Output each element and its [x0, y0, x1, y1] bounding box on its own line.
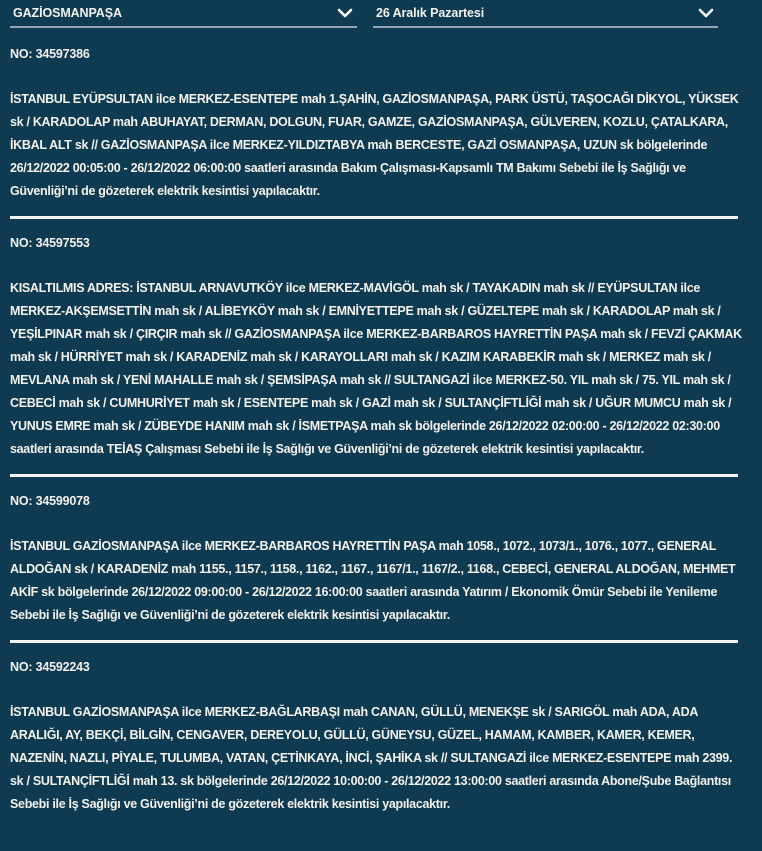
notice-card	[0, 477, 762, 640]
filter-bar	[0, 0, 762, 30]
notice-body: KISALTILMIS ADRES: İSTANBUL ARNAVUTKÖY ilce MERKEZ-MAVİGÖL mah sk / TAYAKADIN mah sk // EYÜPSULTAN ilce MERKEZ-AKŞEMSETTİN mah sk / ALİBEYKÖY mah sk / EMNİYETTEPE mah sk / GÜZELTEPE mah sk / KARADOLAP mah sk / YEŞİLPINAR mah sk / ÇIRÇIR mah sk // GAZİOSMANPAŞA ilce MERKEZ-BARBAROS HAYRETTİN PAŞA mah sk / FEVZİ ÇAKMAK mah sk / HÜRRİYET mah sk / KARADENİZ mah sk / KARAYOLLARI mah sk / KAZIM KARABEKİR mah sk / MERKEZ mah sk / MEVLANA mah sk / YENİ MAHALLE mah sk / ŞEMSİPAŞA mah sk // SULTANGAZİ ilce MERKEZ-50. YIL mah sk / 75. YIL mah sk / CEBECİ mah sk / CUMHURİYET mah sk / ESENTEPE mah sk / GAZİ mah sk / SULTANÇİFTLİĞİ mah sk / UĞUR MUMCU mah sk / YUNUS EMRE mah sk / ZÜBEYDE HANIM mah sk / İSMETPAŞA mah sk bölgelerinde 26/12/2022 02:00:00 - 26/12/2022 02:30:00 saatleri arasında TEİAŞ Çalışması Sebebi ile İş Sağlığı ve Güvenliği’ni de gözeterek elektrik kesintisi yapılacaktır.	[10, 281, 742, 456]
notice-number: NO: 34597553	[10, 236, 90, 250]
chevron-down-icon	[698, 8, 714, 18]
notice-number: NO: 34592243	[10, 660, 90, 674]
notice-card	[0, 30, 762, 216]
notice-body: İSTANBUL GAZİOSMANPAŞA ilce MERKEZ-BAĞLARBAŞI mah CANAN, GÜLLÜ, MENEKŞE sk / SARIGÖL mah ADA, ADA ARALIĞI, AY, BEKÇİ, BİLGİN, CENGAVER, DEREYOLU, GÜLLÜ, GÜNEYSU, GÜZEL, HAMAM, KAMBER, KAMER, KEMER, NAZENİN, NAZLI, PİYALE, TULUMBA, VATAN, ÇETİNKAYA, İNCİ, ŞAHİKA sk // SULTANGAZİ ilce MERKEZ-ESENTEPE mah 2399. sk / SULTANÇİFTLİĞİ mah 13. sk bölgelerinde 26/12/2022 10:00:00 - 26/12/2022 13:00:00 saatleri arasında Abone/Şube Bağlantısı Sebebi ile İş Sağlığı ve Güvenliği’ni de gözeterek elektrik kesintisi yapılacaktır.	[10, 705, 733, 811]
district-select[interactable]	[10, 0, 357, 28]
notice-list	[0, 30, 762, 829]
notice-number: NO: 34597386	[10, 47, 90, 61]
notice-body: İSTANBUL GAZİOSMANPAŞA ilce MERKEZ-BARBAROS HAYRETTİN PAŞA mah 1058., 1072., 1073/1., 1076., 1077., GENERAL ALDOĞAN sk / KARADENİZ mah 1155., 1157., 1158., 1162., 1167., 1167/1., 1167/2., 1168., CEBECİ, GENERAL ALDOĞAN, MEHMET AKİF sk bölgelerinde 26/12/2022 09:00:00 - 26/12/2022 16:00:00 saatleri arasında Yatırım / Ekonomik Ömür Sebebi ile Yenileme Sebebi ile İş Sağlığı ve Güvenliği’ni de gözeterek elektrik kesintisi yapılacaktır.	[10, 539, 736, 622]
chevron-down-icon	[337, 8, 353, 18]
notice-card	[0, 643, 762, 829]
district-select-value: GAZİOSMANPAŞA	[13, 6, 122, 20]
notice-body: İSTANBUL EYÜPSULTAN ilce MERKEZ-ESENTEPE mah 1.ŞAHİN, GAZİOSMANPAŞA, PARK ÜSTÜ, TAŞOCAĞI DİKYOL, YÜKSEK sk / KARADOLAP mah ABUHAYAT, DERMAN, DOLGUN, FUAR, GAMZE, GAZİOSMANPAŞA, GÜLVEREN, KOZLU, ÇATALKARA, İKBAL ALT sk // GAZİOSMANPAŞA ilce MERKEZ-YILDIZTABYA mah BERCESTE, GAZİ OSMANPAŞA, UZUN sk bölgelerinde 26/12/2022 00:05:00 - 26/12/2022 06:00:00 saatleri arasında Bakım Çalışması-Kapsamlı TM Bakımı Sebebi ile İş Sağlığı ve Güvenliği’ni de gözeterek elektrik kesintisi yapılacaktır.	[10, 92, 739, 198]
notice-card	[0, 219, 762, 474]
date-select[interactable]	[373, 0, 718, 28]
date-select-value: 26 Aralık Pazartesi	[376, 6, 485, 20]
notice-number: NO: 34599078	[10, 494, 90, 508]
